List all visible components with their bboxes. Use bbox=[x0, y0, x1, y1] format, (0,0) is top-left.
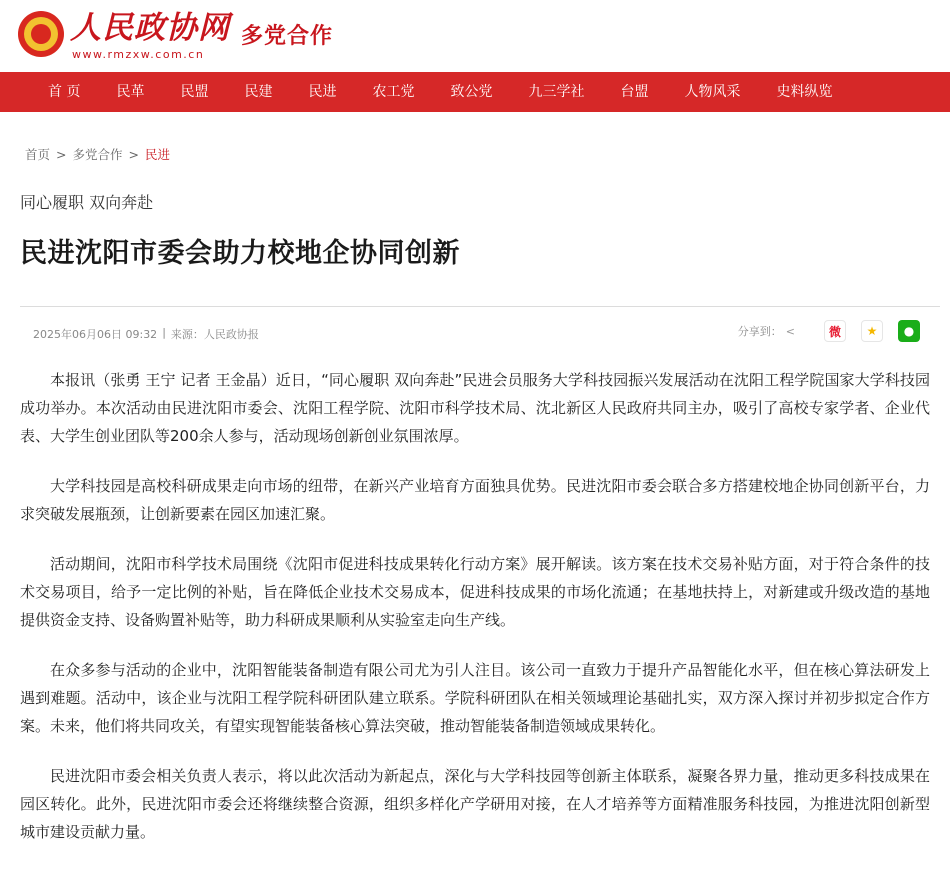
share-icon: < bbox=[785, 324, 795, 338]
logo-text-group bbox=[70, 10, 230, 61]
article-datetime: 2025年06月06日 09:32 bbox=[33, 328, 158, 341]
channel-title: 多党合作 bbox=[241, 24, 334, 49]
title-divider bbox=[20, 306, 940, 307]
main-nav bbox=[0, 72, 950, 112]
article-title: 民进沈阳市委会助力校地企协同创新 bbox=[20, 238, 460, 269]
nav-item-minmeng[interactable]: 民盟 bbox=[180, 84, 209, 100]
nav-item-nonggong[interactable]: 农工党 bbox=[372, 84, 415, 100]
article-paragraph: 民进沈阳市委会相关负责人表示，将以此次活动为新起点，深化与大学科技园等创新主体联系，凝聚各界力量，推动更多科技成果在园区转化。此外，民进沈阳市委会还将继续整合资源，组织多样化产学研用对接，在人才培养等方面精准服务科技园，为推进沈阳创新型城市建设贡献力量。 bbox=[20, 767, 930, 841]
article-body bbox=[20, 366, 930, 868]
breadcrumb-current[interactable]: 民进 bbox=[145, 147, 171, 162]
breadcrumb-separator: > bbox=[56, 146, 67, 162]
article-paragraph: 大学科技园是高校科研成果走向市场的纽带，在新兴产业培育方面独具优势。民进沈阳市委会联合多方搭建校地企协同创新平台，力求突破发展瓶颈，让创新要素在园区加速汇聚。 bbox=[20, 477, 930, 523]
share-label: 分享到： bbox=[737, 325, 782, 338]
cppcc-emblem-icon bbox=[18, 11, 64, 57]
nav-item-taimeng[interactable]: 台盟 bbox=[620, 84, 649, 100]
meta-separator: | bbox=[162, 326, 166, 339]
site-logo[interactable] bbox=[18, 10, 230, 61]
nav-item-people[interactable]: 人物风采 bbox=[684, 84, 741, 100]
article-meta bbox=[33, 326, 259, 342]
logo-wordmark: 人民政协网 bbox=[70, 10, 230, 46]
article-source: 来源：人民政协报 bbox=[170, 328, 259, 341]
nav-item-jiusan[interactable]: 九三学社 bbox=[528, 84, 585, 100]
nav-item-history[interactable]: 史料纵览 bbox=[776, 84, 833, 100]
nav-item-home[interactable]: 首 页 bbox=[48, 84, 81, 100]
qzone-icon[interactable]: ★ bbox=[861, 320, 883, 342]
article-paragraph: 在众多参与活动的企业中，沈阳智能装备制造有限公司尤为引人注目。该公司一直致力于提升产品智能化水平，但在核心算法研发上遇到难题。活动中，该企业与沈阳工程学院科研团队建立联系。学院科研团队在相关领域理论基础扎实，双方深入探讨并初步拟定合作方案。未来，他们将共同攻关，有望实现智能装备核心算法突破，推动智能装备制造领域成果转化。 bbox=[20, 661, 930, 735]
article-paragraph: 活动期间，沈阳市科学技术局围绕《沈阳市促进科技成果转化行动方案》展开解读。该方案在技术交易补贴方面，对于符合条件的技术交易项目，给予一定比例的补贴，旨在降低企业技术交易成本，促进科技成果的市场化流通；在基地扶持上，对新建或升级改造的基地提供资金支持、设备购置补贴等，助力科研成果顺利从实验室走向生产线。 bbox=[20, 555, 930, 629]
breadcrumb-separator: > bbox=[128, 146, 139, 162]
site-header bbox=[0, 0, 950, 72]
nav-item-zhigong[interactable]: 致公党 bbox=[450, 84, 493, 100]
share-bar bbox=[738, 320, 920, 342]
nav-item-minjin[interactable]: 民进 bbox=[308, 84, 337, 100]
breadcrumb-section[interactable]: 多党合作 bbox=[72, 147, 123, 162]
breadcrumb bbox=[25, 145, 170, 163]
weibo-icon[interactable]: 微 bbox=[824, 320, 846, 342]
nav-item-minge[interactable]: 民革 bbox=[116, 84, 145, 100]
nav-item-minjian[interactable]: 民建 bbox=[244, 84, 273, 100]
breadcrumb-home[interactable]: 首页 bbox=[25, 147, 51, 162]
article-subtitle: 同心履职 双向奔赴 bbox=[20, 193, 154, 212]
logo-url: www.rmzxw.com.cn bbox=[72, 48, 205, 61]
wechat-icon[interactable]: ● bbox=[898, 320, 920, 342]
article-paragraph: 本报讯（张勇 王宁 记者 王金晶）近日，“同心履职 双向奔赴”民进会员服务大学科技园振兴发展活动在沈阳工程学院国家大学科技园成功举办。本次活动由民进沈阳市委会、沈阳工程学院、沈阳市科学技术局、沈北新区人民政府共同主办，吸引了高校专家学者、企业代表、大学生创业团队等200余人参与，活动现场创新创业氛围浓厚。 bbox=[20, 371, 930, 445]
